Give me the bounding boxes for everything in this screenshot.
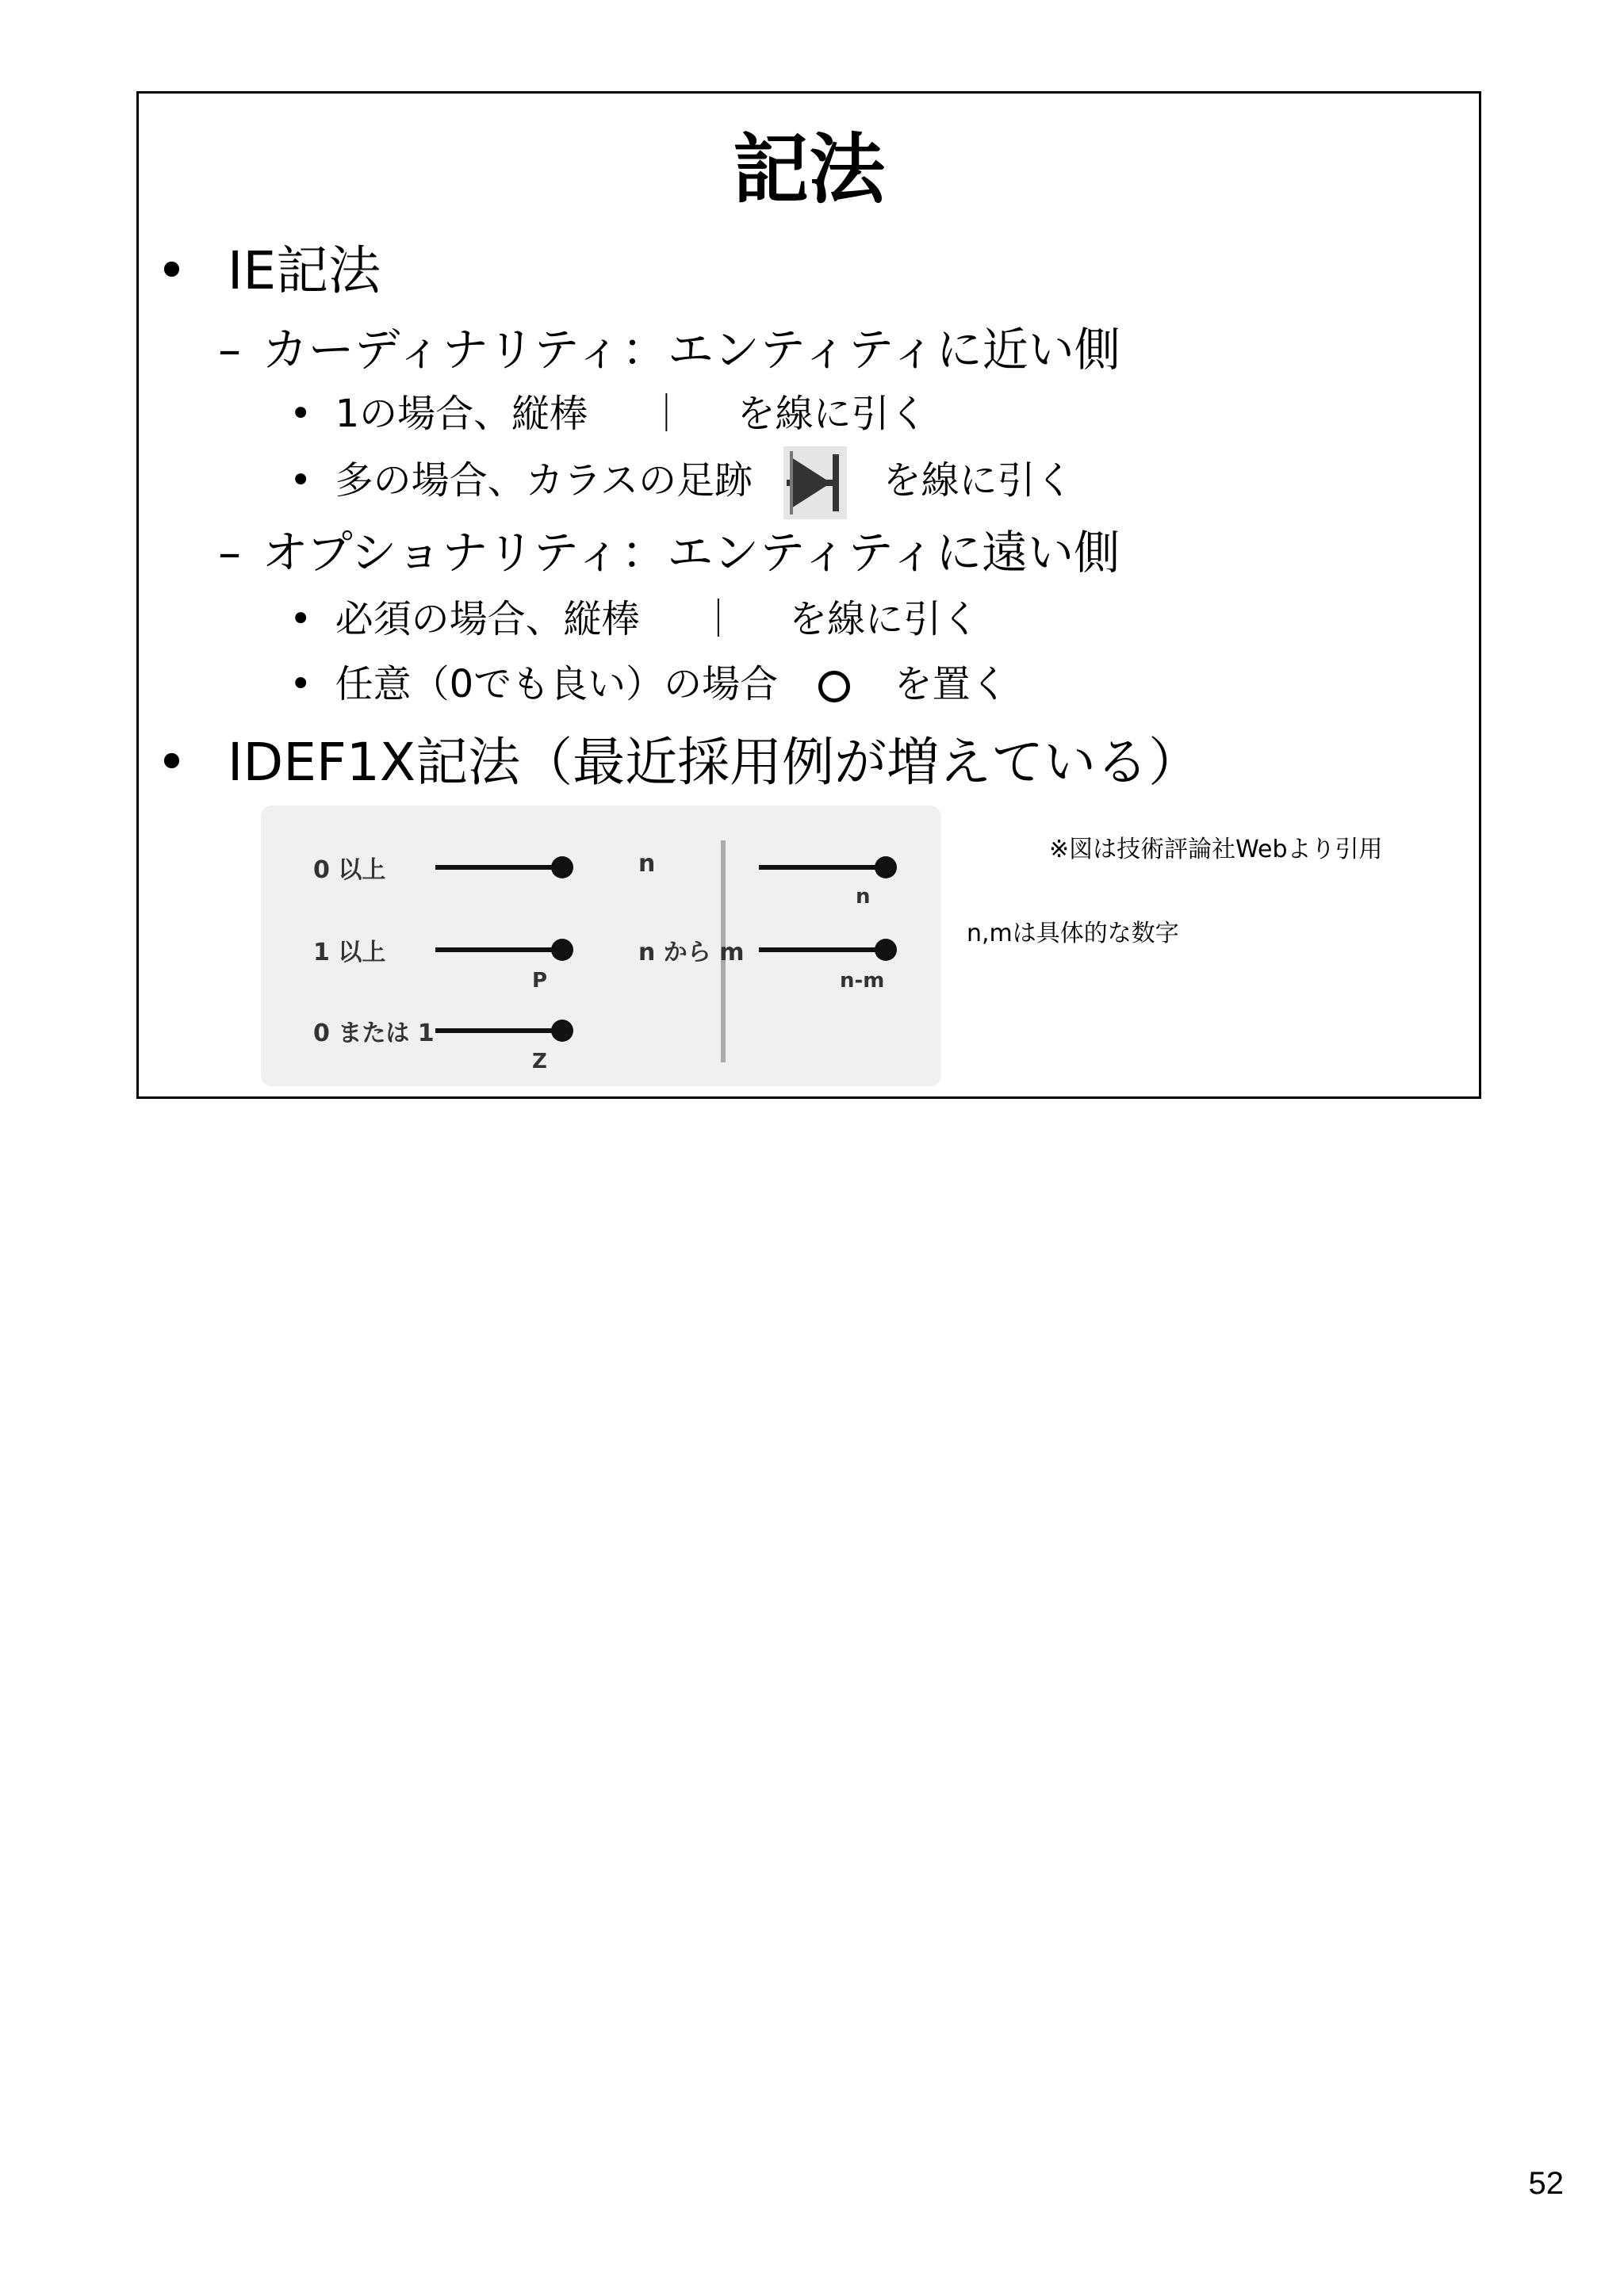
- bullet-dot-icon: •: [156, 732, 187, 793]
- vertical-bar-icon: ｜: [699, 597, 737, 641]
- idef-line: [435, 1028, 556, 1033]
- idef-label-zero-or-more: 0 以上: [313, 856, 386, 884]
- card-one-tail: を線に引く: [737, 392, 928, 436]
- source-note: ※図は技術評論社Webより引用: [1049, 836, 1383, 863]
- idef-sub-n: n: [856, 885, 871, 909]
- bullet-dot-icon: •: [156, 240, 187, 301]
- card-many-text: 多の場合、カラスの足跡: [335, 458, 753, 503]
- nm-note: n,mは具体的な数字: [967, 920, 1179, 947]
- idef-dot-icon: [551, 1020, 573, 1042]
- idef-line: [435, 947, 556, 952]
- bullet-cardinality-text: カーディナリティ：エンティティに近い側: [262, 323, 1120, 377]
- bullet-cardinality: [218, 312, 1120, 379]
- slide: [136, 91, 1481, 1099]
- idef1x-notation-figure: [261, 806, 941, 1086]
- idef-dot-icon: [875, 856, 897, 878]
- idef-line: [435, 865, 556, 870]
- card-many-tail: を線に引く: [883, 458, 1074, 503]
- bullet-opt-any: [289, 653, 1009, 708]
- bullet-idef1x: [156, 720, 1201, 795]
- opt-any-text: 任意（0でも良い）の場合: [335, 662, 779, 706]
- slide-title: 記法: [733, 125, 885, 214]
- idef-line: [759, 947, 879, 952]
- page-number: 52: [1528, 2166, 1564, 2201]
- idef-sub-p: P: [532, 969, 548, 993]
- bullet-opt-required: [289, 588, 979, 643]
- idef-sub-z: Z: [532, 1050, 547, 1073]
- idef-dot-icon: [875, 939, 897, 961]
- idef-sub-n-m: n-m: [840, 969, 885, 993]
- bullet-optionality-text: オプショナリティ：エンティティに遠い側: [262, 526, 1120, 580]
- bullet-card-one: [289, 383, 928, 438]
- dash-icon: –: [218, 526, 241, 580]
- opt-required-tail: を線に引く: [789, 597, 980, 641]
- card-one-text: 1の場合、縦棒: [335, 392, 588, 436]
- circle-icon: [818, 671, 850, 702]
- opt-any-tail: を置く: [894, 662, 1009, 706]
- opt-required-text: 必須の場合、縦棒: [335, 597, 640, 641]
- idef-dot-icon: [551, 856, 573, 878]
- small-bullet-icon: •: [289, 597, 312, 641]
- bullet-ie-text: IE記法: [227, 240, 381, 301]
- idef-label-zero-or-one: 0 または 1: [313, 1020, 435, 1047]
- bullet-card-many: [289, 446, 1074, 519]
- bullet-idef1x-text: IDEF1X記法（最近採用例が増えている）: [227, 732, 1201, 793]
- bullet-optionality: [218, 515, 1120, 582]
- bullet-ie: [156, 228, 381, 304]
- small-bullet-icon: •: [289, 392, 312, 436]
- crows-foot-icon: [783, 446, 847, 519]
- idef-line: [759, 865, 879, 870]
- small-bullet-icon: •: [289, 662, 312, 706]
- idef-label-one-or-more: 1 以上: [313, 939, 386, 966]
- dash-icon: –: [218, 323, 241, 377]
- small-bullet-icon: •: [289, 458, 312, 503]
- vertical-bar-icon: ｜: [647, 392, 686, 436]
- idef-label-n-to-m: n から m: [638, 939, 745, 966]
- idef-dot-icon: [551, 939, 573, 961]
- idef-label-n: n: [638, 850, 656, 878]
